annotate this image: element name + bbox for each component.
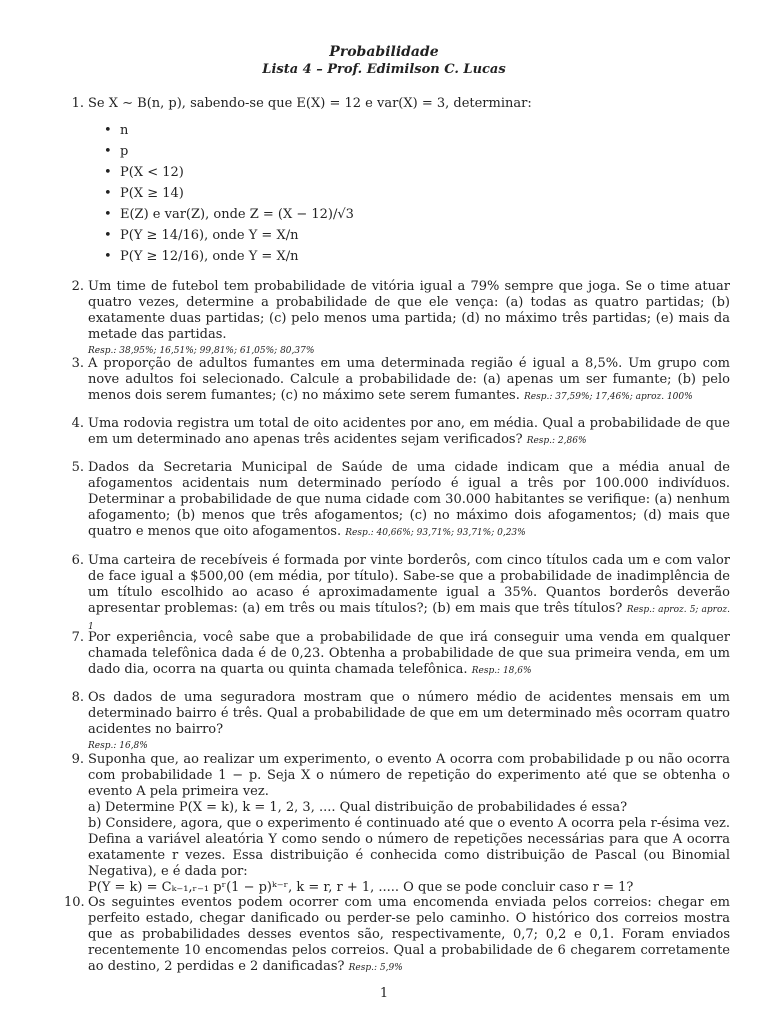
question-3: [71, 356, 730, 405]
question-text: A proporção de adultos fumantes em uma determinada região é igual a 8,5%. Um grupo com nove adultos foi selecionado. Calcule a probabilidade de: (a) apenas um ser fumante; (b) pelo menos dois serem fumantes; (c) no máximo sete serem fumantes.: [88, 356, 730, 403]
question-number: 5.: [71, 460, 84, 475]
list-item: • n: [88, 120, 730, 141]
question-text: Se X ∼ B(n, p), sabendo-se que E(X) = 12 e var(X) = 3, determinar:: [88, 96, 532, 111]
question-text: Um time de futebol tem probabilidade de vitória igual a 79% sempre que joga. Se o time atuar quatro vezes, determine a probabilidade de que ele vença: (a) todas as quatro partidas; (b) exatamente duas partidas; (c) pelo menos uma partida; (d) no máximo três partidas; (e) mais da metade das partidas.: [88, 279, 730, 342]
question-number: 9.: [71, 752, 84, 767]
answer-note: Resp.: 37,59%; 17,46%; aproz. 100%: [523, 392, 693, 402]
question-text: Suponha que, ao realizar um experimento, o evento A ocorra com probabilidade p ou não ocorra com probabilidade 1 − p. Seja X o número de repetição do experimento até que se obtenha o evento A pela primeira vez.: [88, 752, 730, 799]
question-2: [71, 279, 730, 359]
question-9-formula: P(Y = k) = Cₖ₋₁,ᵣ₋₁ pʳ(1 − p)ᵏ⁻ʳ, k = r, r + 1, ..... O que se pode concluir caso r = 1?: [88, 880, 634, 895]
document-subtitle: Lista 4 – Prof. Edimilson C. Lucas: [262, 62, 506, 77]
question-number: 2.: [71, 279, 84, 294]
question-6: [71, 553, 730, 635]
document-title: Probabilidade: [329, 44, 439, 60]
question-number: 7.: [71, 630, 84, 645]
question-text: Os seguintes eventos podem ocorrer com uma encomenda enviada pelos correios: chegar em perfeito estado, chegar danificado ou perder-se pelo caminho. O histórico dos correios mostra que as probabilidades desses eventos são, respectivamente, 0,7; 0,2 e 0,1. Foram enviados recentemente 10 encomendas pelos correios. Qual a probabilidade de 6 chegarem corretamente ao destino, 2 perdidas e 2 danificadas?: [88, 895, 730, 974]
answer-note: Resp.: 40,66%; 93,71%; 93,71%; 0,23%: [345, 528, 526, 538]
document-header: [0, 44, 768, 78]
answer-note: Resp.: 5,9%: [348, 963, 403, 973]
question-number: 3.: [71, 356, 84, 371]
question-9: [71, 752, 730, 896]
question-5: [71, 460, 730, 541]
page-number: 1: [379, 986, 389, 1001]
question-text: Os dados de uma seguradora mostram que o número médio de acidentes mensais em um determinado bairro é três. Qual a probabilidade de que em um determinado mês ocorram quatro acidentes no bairro?: [88, 690, 730, 737]
question-number: 6.: [71, 553, 84, 568]
question-4: [71, 416, 730, 449]
question-number: 4.: [71, 416, 84, 431]
list-item: • P(X ≥ 14): [88, 183, 730, 204]
answer-note: Resp.: 38,95%; 16,51%; 99,81%; 61,05%; 80,37%: [88, 346, 315, 356]
list-item: • E(Z) e var(Z), onde Z = (X − 12)/√3: [88, 204, 730, 225]
list-item: • P(X < 12): [88, 162, 730, 183]
answer-note: Resp.: aproz. 5; aproz. 1: [88, 605, 730, 632]
question-9-part-a: a) Determine P(X = k), k = 1, 2, 3, .... Qual distribuição de probabilidades é essa?: [88, 800, 628, 815]
question-text: Uma rodovia registra um total de oito acidentes por ano, em média. Qual a probabilidade de que em um determinado ano apenas três acidentes sejam verificados?: [88, 416, 730, 447]
list-item: • P(Y ≥ 12/16), onde Y = X/n: [88, 246, 730, 267]
question-8: [71, 690, 730, 754]
list-item: • P(Y ≥ 14/16), onde Y = X/n: [88, 225, 730, 246]
question-number: 8.: [71, 690, 84, 705]
question-text: Por experiência, você sabe que a probabilidade de que irá conseguir uma venda em qualquer chamada telefônica dada é de 0,23. Obtenha a probabilidade de que sua primeira venda, em um dado dia, ocorra na quarta ou quinta chamada telefônica.: [88, 630, 730, 677]
question-number: 1.: [71, 96, 84, 111]
question-text: Dados da Secretaria Municipal de Saúde de uma cidade indicam que a média anual de afogamentos acidentais num determinado período é igual a três por 100.000 indivíduos. Determinar a probabilidade de que numa cidade com 30.000 habitantes se verifique: (a) nenhum afogamento; (b) menos que três afogamentos; (c) no máximo dois afogamentos; (d) mais que quatro e menos que oito afogamentos.: [88, 460, 730, 539]
list-item: • p: [88, 141, 730, 162]
question-1-bullet-list: [88, 120, 730, 267]
answer-note: Resp.: 2,86%: [526, 436, 587, 446]
question-1: [71, 96, 730, 267]
question-text: Uma carteira de recebíveis é formada por vinte borderôs, com cinco títulos cada um e com valor de face igual a $500,00 (em média, por título). Sabe-se que a probabilidade de inadimplência de um título escolhido ao acaso é aproximadamente igual a 35%. Quantos borderôs deverão apresentar problemas: (a) em três ou mais títulos?; (b) em mais que três títulos?: [88, 553, 730, 616]
question-9-part-b: b) Considere, agora, que o experimento é continuado até que o evento A ocorra pela r-ésima vez. Defina a variável aleatória Y como sendo o número de repetições necessárias para que A ocorra exatamente r vezes. Essa distribuição é conhecida como distribuição de Pascal (ou Binomial Negativa), e é dada por:: [88, 816, 730, 879]
question-number: 10.: [64, 895, 85, 910]
answer-note: Resp.: 18,6%: [471, 666, 532, 676]
question-10: [64, 895, 730, 976]
question-7: [71, 630, 730, 679]
answer-note: Resp.: 16,8%: [88, 741, 148, 751]
